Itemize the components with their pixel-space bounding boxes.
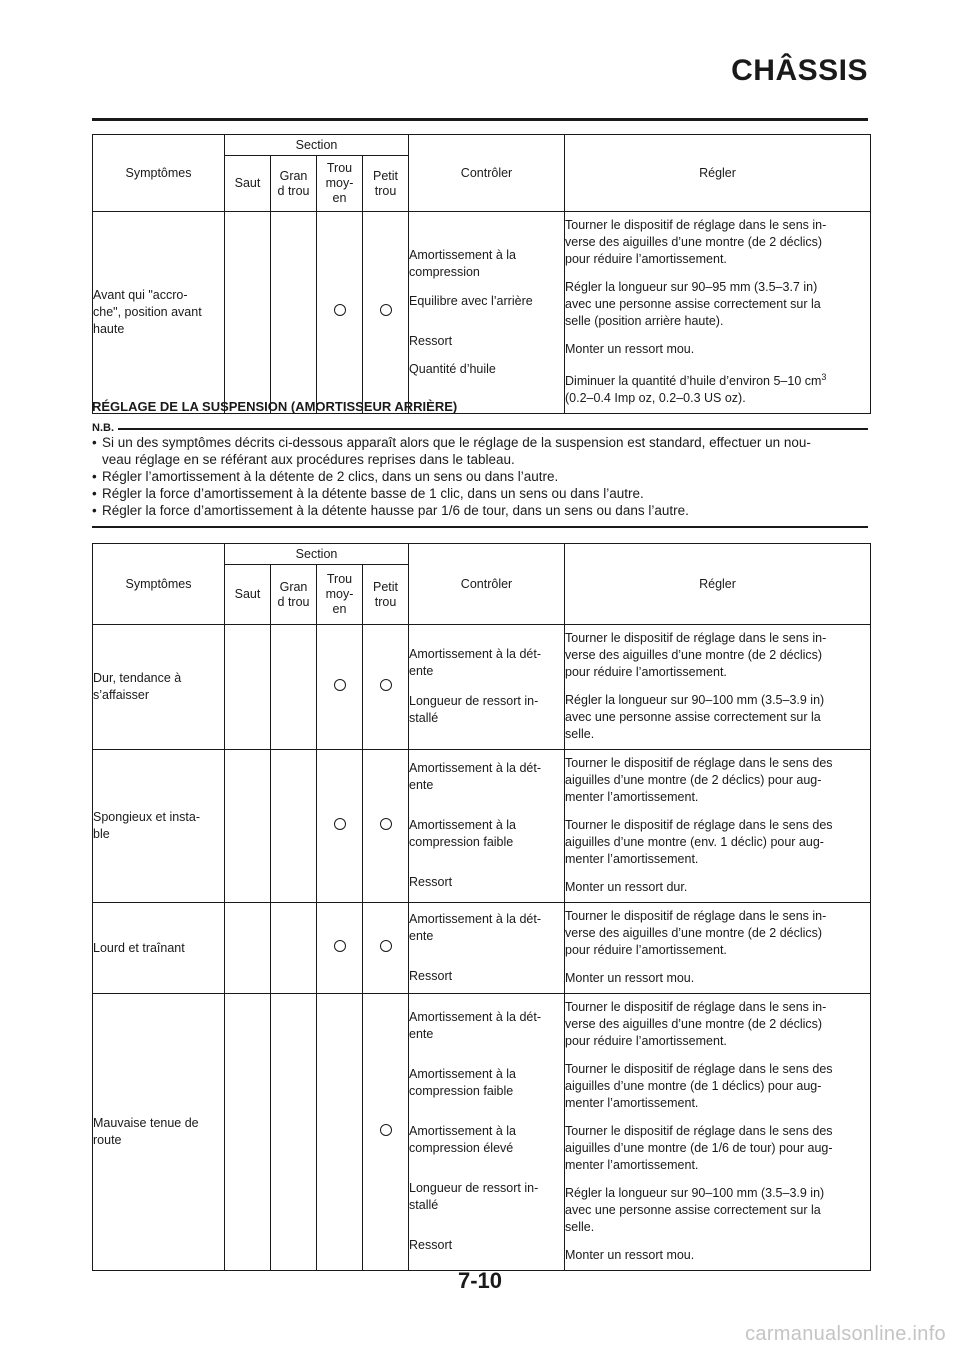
mark-trou-moyen xyxy=(317,994,363,1271)
mark-petit-trou xyxy=(363,994,409,1271)
symptoms-header: Symptômes xyxy=(93,135,225,212)
symptom-cell: Mauvaise tenue de route xyxy=(93,994,225,1271)
adjust-item: Tourner le dispositif de réglage dans le sens des aiguilles d’une montre (env. 1 déclic) pour aug- menter l’amortissement. xyxy=(565,818,833,866)
adjust-item: Tourner le dispositif de réglage dans le sens in- verse des aiguilles d’une montre (de 2 déclics) pour réduire l’amortissement. xyxy=(565,1000,827,1048)
circle-mark-icon xyxy=(380,304,392,316)
page-title: CHÂSSIS xyxy=(731,54,868,87)
mark-saut xyxy=(225,750,271,903)
symptom-cell: Avant qui "accro- che", position avant haute xyxy=(93,212,225,414)
adjust-item-oil: Diminuer la quantité d’huile d’environ 5–10 $cm^3$ (0.2–0.4 Imp oz, 0.2–0.3 US oz). xyxy=(565,372,827,406)
check-item: Ressort xyxy=(409,968,453,983)
adjust-item: Tourner le dispositif de réglage dans le sens in- verse des aiguilles d’une montre (de 2 déclics) pour réduire l’amortissement. xyxy=(565,631,827,679)
mark-gros-trou xyxy=(271,903,317,994)
adjust-cell xyxy=(565,994,871,1271)
check-cell xyxy=(409,212,565,414)
circle-mark-icon xyxy=(380,679,392,691)
section-header: Section xyxy=(225,135,409,156)
check-cell xyxy=(409,994,565,1271)
check-item: Ressort xyxy=(409,875,453,889)
symptom-cell: Lourd et traînant xyxy=(93,903,225,994)
table-row xyxy=(93,750,871,903)
mark-petit-trou xyxy=(363,750,409,903)
note-item: • Si un des symptômes décrits ci-dessous apparaît alors que le réglage de la suspension est standard, effectuer un nou- veau réglage en se référant aux procédures reprises dans le tableau. xyxy=(92,434,870,468)
trou-moyen-header: Trou moy- en xyxy=(317,156,363,212)
adjust-item: Monter un ressort dur. xyxy=(565,880,688,894)
adjust-cell xyxy=(565,625,871,750)
mark-trou-moyen xyxy=(317,625,363,750)
adjust-cell xyxy=(565,212,871,414)
check-cell xyxy=(409,903,565,994)
check-cell xyxy=(409,625,565,750)
adjust-item: Régler la longueur sur 90–95 mm (3.5–3.7 in) avec une personne assise correctement sur la selle (position arrière haute). xyxy=(565,280,821,328)
check-item: Ressort xyxy=(409,1238,453,1252)
note-item: • Régler la force d’amortissement à la détente basse de 1 clic, dans un sens ou dans l’autre. xyxy=(92,485,870,502)
circle-mark-icon xyxy=(380,1124,392,1136)
check-item: Amortissement à la dét- ente xyxy=(409,761,542,792)
adjust-item: Monter un ressort mou. xyxy=(565,971,695,985)
circle-mark-icon xyxy=(334,940,346,952)
adjust-item: Régler la longueur sur 90–100 mm (3.5–3.9 in) avec une personne assise correctement sur la selle. xyxy=(565,693,825,741)
circle-mark-icon xyxy=(380,940,392,952)
page-number: 7-10 xyxy=(457,1268,503,1293)
adjust-item: Monter un ressort mou. xyxy=(565,1248,695,1262)
petit-trou-header: Petit trou xyxy=(363,156,409,212)
mark-saut xyxy=(225,212,271,414)
gros-trou-header: Gran d trou xyxy=(271,156,317,212)
adjust-header: Régler xyxy=(565,135,871,212)
table-row xyxy=(93,903,871,994)
watermark: carmanualsonline.info xyxy=(745,1323,946,1345)
note-label: N.B. xyxy=(92,422,114,434)
check-item: Longueur de ressort in- stallé xyxy=(409,694,539,725)
adjust-header: Régler xyxy=(565,544,871,625)
adjust-cell xyxy=(565,903,871,994)
check-header: Contrôler xyxy=(409,544,565,625)
circle-mark-icon xyxy=(334,304,346,316)
circle-mark-icon xyxy=(380,818,392,830)
check-cell xyxy=(409,750,565,903)
check-header: Contrôler xyxy=(409,135,565,212)
mark-saut xyxy=(225,903,271,994)
check-item: Longueur de ressort in- stallé xyxy=(409,1181,539,1212)
adjust-item: Régler la longueur sur 90–100 mm (3.5–3.9 in) avec une personne assise correctement sur la selle. xyxy=(565,1186,825,1234)
check-item: Quantité d’huile xyxy=(409,361,496,376)
saut-header: Saut xyxy=(225,156,271,212)
adjust-item: Tourner le dispositif de réglage dans le sens des aiguilles d’une montre (de 1/6 de tour) pour aug- menter l’amortissement. xyxy=(565,1124,833,1172)
table-row xyxy=(93,625,871,750)
circle-mark-icon xyxy=(334,679,346,691)
mark-saut xyxy=(225,625,271,750)
section-title: RÉGLAGE DE LA SUSPENSION (AMORTISSEUR ARRIÈRE) xyxy=(92,399,458,414)
header-rule xyxy=(92,118,868,121)
mark-gros-trou xyxy=(271,994,317,1271)
adjust-item: Monter un ressort mou. xyxy=(565,342,695,356)
check-item: Equilibre avec l’arrière xyxy=(409,293,533,308)
adjust-item: Tourner le dispositif de réglage dans le sens des aiguilles d’une montre (de 1 déclics) pour aug- menter l’amortissement. xyxy=(565,1062,833,1110)
check-item: Amortissement à la compression faible xyxy=(409,818,516,849)
adjust-item: Tourner le dispositif de réglage dans le sens in- verse des aiguilles d’une montre (de 2 déclics) pour réduire l’amortissement. xyxy=(565,218,827,266)
circle-mark-icon xyxy=(334,818,346,830)
note-item: • Régler la force d’amortissement à la détente hausse par 1/6 de tour, dans un sens ou dans l’autre. xyxy=(92,502,870,519)
symptom-cell: Dur, tendance à s’affaisser xyxy=(93,625,225,750)
table-row xyxy=(93,212,871,414)
petit-trou-header: Petit trou xyxy=(363,565,409,625)
note-list xyxy=(92,434,870,519)
symptoms-header: Symptômes xyxy=(93,544,225,625)
symptom-cell: Spongieux et insta- ble xyxy=(93,750,225,903)
check-item: Amortissement à la compression élevé xyxy=(409,1124,516,1155)
mark-petit-trou xyxy=(363,625,409,750)
mark-trou-moyen xyxy=(317,750,363,903)
table-row xyxy=(93,994,871,1271)
mark-trou-moyen xyxy=(317,903,363,994)
saut-header: Saut xyxy=(225,565,271,625)
check-item: Ressort xyxy=(409,333,453,348)
check-item: Amortissement à la compression faible xyxy=(409,1067,516,1098)
adjust-cell xyxy=(565,750,871,903)
mark-trou-moyen xyxy=(317,212,363,414)
section-header: Section xyxy=(225,544,409,565)
check-item: Amortissement à la compression xyxy=(409,247,516,279)
note-rule xyxy=(118,428,868,430)
check-item: Amortissement à la dét- ente xyxy=(409,1010,542,1041)
mark-gros-trou xyxy=(271,625,317,750)
rear-suspension-table xyxy=(92,543,871,1271)
note-bottom-rule xyxy=(92,526,868,528)
mark-gros-trou xyxy=(271,750,317,903)
adjust-item: Tourner le dispositif de réglage dans le sens des aiguilles d’une montre (de 2 déclics) pour aug- menter l’amortissement. xyxy=(565,756,833,804)
gros-trou-header: Gran d trou xyxy=(271,565,317,625)
check-item: Amortissement à la dét- ente xyxy=(409,911,542,943)
trou-moyen-header: Trou moy- en xyxy=(317,565,363,625)
note-item: • Régler l’amortissement à la détente de 2 clics, dans un sens ou dans l’autre. xyxy=(92,468,870,485)
front-suspension-table xyxy=(92,134,871,414)
mark-saut xyxy=(225,994,271,1271)
adjust-item: Tourner le dispositif de réglage dans le sens in- verse des aiguilles d’une montre (de 2 déclics) pour réduire l’amortissement. xyxy=(565,909,827,957)
mark-petit-trou xyxy=(363,903,409,994)
mark-gros-trou xyxy=(271,212,317,414)
check-item: Amortissement à la dét- ente xyxy=(409,647,542,678)
mark-petit-trou xyxy=(363,212,409,414)
